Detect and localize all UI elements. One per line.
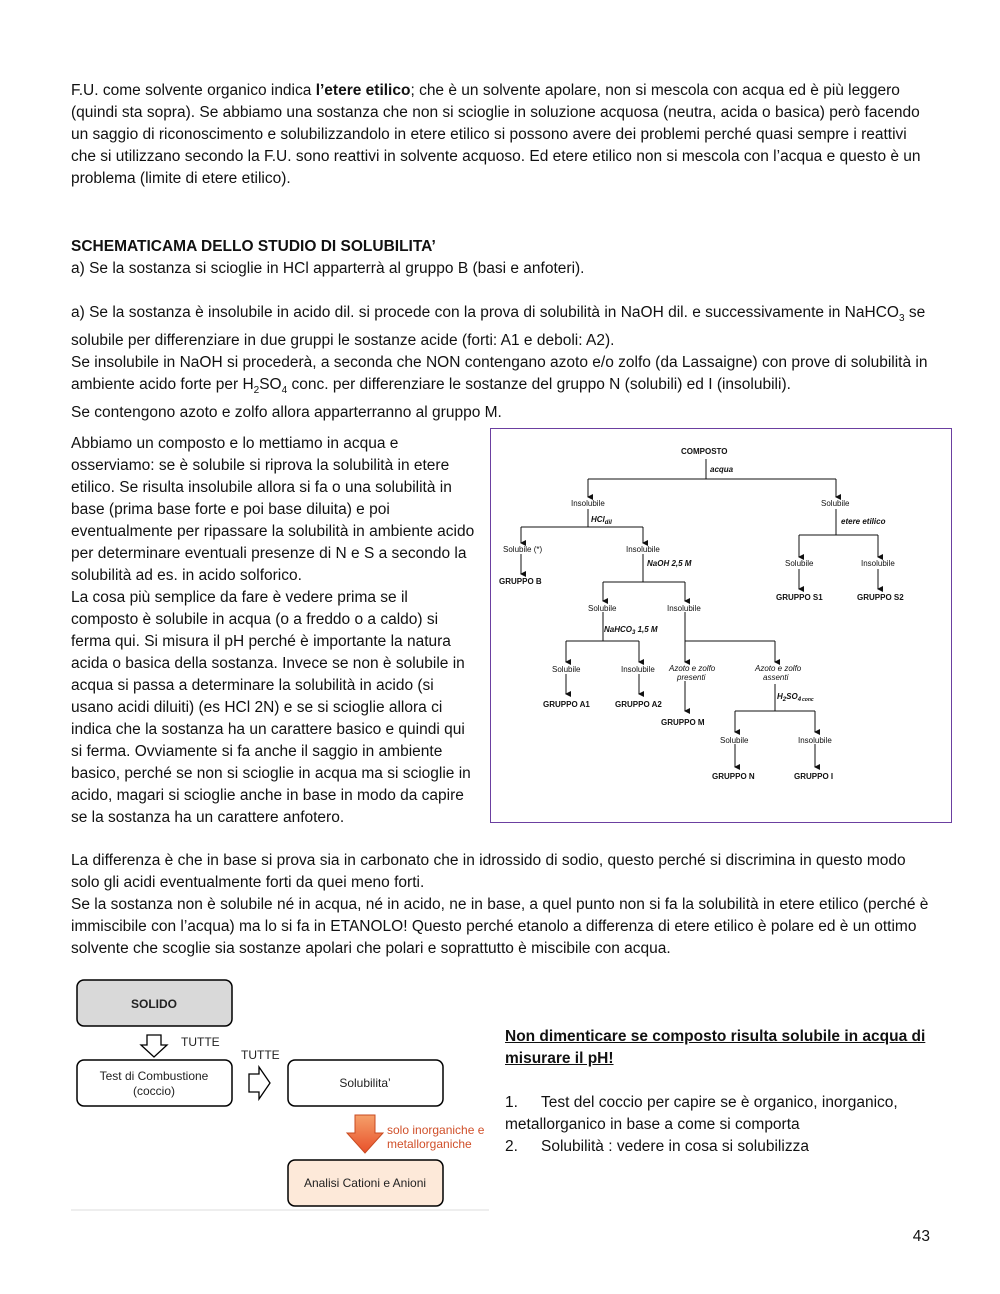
intro-paragraph <box>71 80 933 190</box>
fc-gruppo-a2: GRUPPO A2 <box>615 700 662 709</box>
fc-hcl: HCl$_{dil}$ <box>591 515 612 526</box>
fc-gruppo-m: GRUPPO M <box>661 718 705 727</box>
solo-label-2: metallorganiche <box>387 1137 472 1151</box>
fc-gruppo-i: GRUPPO I <box>794 772 834 781</box>
fc-azoto-assenti-1: Azoto e zolfo <box>755 664 802 673</box>
fc-azoto-assenti-2: assenti <box>763 673 789 682</box>
tutte-label-1: TUTTE <box>181 1035 220 1049</box>
reminder-item-1 <box>505 1092 935 1136</box>
a2-sub: 4 <box>281 385 288 397</box>
a2-sub: 2 <box>253 385 260 397</box>
solido-label: SOLIDO <box>130 997 178 1011</box>
a2-text: a) Se la sostanza è insolubile in acido dil. si procede con la prova di solubilità in NaOH dil. e successivamente in NaHCO <box>71 304 899 321</box>
test-label-2: (coccio) <box>132 1084 176 1098</box>
paragraph-a2 <box>71 302 933 424</box>
analysis-diagram-svg <box>71 975 489 1211</box>
a2-text: conc. per differenziare le sostanze del gruppo N (solubili) ed I (insolubili). <box>287 376 791 394</box>
reminder-item-1-num: 1. <box>505 1094 518 1111</box>
fc-insolubile-3: Insolubile <box>667 604 701 613</box>
fc-insolubile-5: Insolubile <box>798 736 832 745</box>
fc-h2so4: $H_2SO_4conc$ <box>777 692 814 703</box>
fc-gruppo-a1: GRUPPO A1 <box>543 700 590 709</box>
fc-nahco3: NaHCO$_3$ 1,5 M <box>604 625 658 636</box>
side-text-1: Abbiamo un composto e lo mettiamo in acqua e osserviamo: se è solubile si riprova la solubilità in etere etilico. Se risulta insolubile allora si fa o una solubilità in base (prima base forte e poi base diluita) e poi eventualmente per ripassare la solubilità in ambiente acido per determinare eventuali presenze di N e S a secondo la solubilità ad es. in acido solforico. <box>71 435 475 584</box>
down-arrow-icon <box>141 1035 167 1057</box>
fc-solubile-star: Solubile (*) <box>503 545 543 554</box>
fc-etere: etere etilico <box>841 517 886 526</box>
fc-insolubile-4: Insolubile <box>621 665 655 674</box>
orange-down-arrow-icon <box>347 1115 383 1153</box>
side-paragraph <box>71 433 476 829</box>
reminder-title: Non dimenticare se composto risulta solubile in acqua di misurare il pH! <box>505 1028 926 1067</box>
a2-text: SO <box>259 376 282 394</box>
fc-solubile-s: Solubile <box>785 559 814 568</box>
fc-insolubile-1: Insolubile <box>571 499 605 508</box>
fc-solubile-2: Solubile <box>588 604 617 613</box>
test-label-1: Test di Combustione <box>99 1069 209 1083</box>
solubilita-label: Solubilita’ <box>339 1076 391 1090</box>
analisi-label: Analisi Cationi e Anioni <box>303 1176 427 1190</box>
fc-gruppo-n: GRUPPO N <box>712 772 755 781</box>
a2-text: Se contengono azoto e zolfo allora apparterranno al gruppo M. <box>71 404 502 422</box>
fc-azoto-presenti-2: presenti <box>677 673 706 682</box>
a2-text: se solubile per differenziare in due gruppi le sostanze acide (forti: A1 e deboli: A2). <box>71 304 926 350</box>
a2-sub: 3 <box>898 313 905 325</box>
fc-gruppo-s1: GRUPPO S1 <box>776 593 823 602</box>
ethanol-text: Se la sostanza non è solubile né in acqua, né in acido, ne in base, a quel punto non si fa la solubilità in etere etilico (perché è immiscibile con l’acqua) ma lo si fa in ETANOLO! Questo perché etanolo a differenza di etere etilico è polare ed è un ottimo solvente che scoglie sia sostanze apolari che polari e soprattutto è miscibile con acqua. <box>71 896 929 957</box>
paragraph-difference <box>71 850 933 960</box>
fc-acqua: acqua <box>710 465 734 474</box>
fc-gruppo-s2: GRUPPO S2 <box>857 593 904 602</box>
fc-solubile-1: Solubile <box>821 499 850 508</box>
fc-naoh: NaOH 2,5 M <box>647 559 692 568</box>
fc-insolubile-2: Insolubile <box>626 545 660 554</box>
intro-text-rest: ; che è un solvente apolare, non si mescola con acqua ed è più leggero (quindi sta sopra). Se abbiamo una sostanza che non si scioglie in soluzione acquosa (neutra, acida o basica) però facendo un saggio di riconoscimento e solubilizzandolo in etere etilico si possono avere dei problemi perché quasi sempre i reattivi che si utilizzano secondo la F.U. sono reattivi in solvente acquoso. Ed etere etilico non si mescola con l’acqua e questo è un problema (limite di etere etilico). <box>71 82 921 187</box>
page-number: 43 <box>912 1228 930 1245</box>
intro-text: F.U. come solvente organico indica <box>71 82 316 99</box>
right-arrow-icon <box>249 1067 270 1099</box>
tutte-label-2: TUTTE <box>241 1048 280 1062</box>
fc-solubile-4: Solubile <box>720 736 749 745</box>
a2-text: Se insolubile in NaOH si procederà, a seconda che NON contengano azoto e/o zolfo (da Lassaigne) con prove di solubilità in ambiente acido forte per H <box>71 354 928 394</box>
intro-bold: l’etere etilico <box>315 82 411 99</box>
fc-gruppo-b: GRUPPO B <box>499 577 542 586</box>
side-text-2: La cosa più semplice da fare è vedere prima se il composto è solubile in acqua (o a freddo o a caldo) si ferma qui. Si misura il pH perché è importante la natura acida o basica della sostanza. Invece se non è solubile in acqua si passa a determinare la solubilità in acido (si usano acidi diluiti) (es HCl 2N) e se si scioglie allora ci indica che la sostanza ha un carattere basico e quindi qui si ferma. Ovviamente si fa anche il saggio in ambiente basico, perché se non si scioglie in acqua ma si scioglie in acido, magari si scioglie anche in base in modo da capire se la sostanza ha un carattere anfotero. <box>71 589 471 826</box>
reminder-item-1-text: Test del coccio per capire se è organico, inorganico, metallorganico in base a come si comporta <box>505 1094 898 1133</box>
fc-solubile-3: Solubile <box>552 665 581 674</box>
line-a1: a) Se la sostanza si scioglie in HCl apparterrà al gruppo B (basi e anfoteri). <box>71 260 585 277</box>
fc-insolubile-s: Insolubile <box>861 559 895 568</box>
flowchart-svg <box>491 429 951 822</box>
difference-text: La differenza è che in base si prova sia in carbonato che in idrossido di sodio, questo perché si discrimina in questo modo solo gli acidi eventualmente forti da quei meno forti. <box>71 852 906 891</box>
reminder-item-2-num: 2. <box>505 1138 518 1155</box>
reminder-list <box>505 1092 935 1158</box>
test-combustione-box <box>77 1060 232 1106</box>
reminder-item-2-text: Solubilità : vedere in cosa si solubilizza <box>541 1138 809 1155</box>
solo-label-1: solo inorganiche e <box>387 1123 485 1137</box>
fc-azoto-presenti-1: Azoto e zolfo <box>669 664 716 673</box>
solubility-flowchart <box>490 428 952 823</box>
section-heading: SCHEMATICAMA DELLO STUDIO DI SOLUBILITA’ <box>71 238 436 255</box>
analysis-diagram <box>71 975 489 1211</box>
reminder-item-2 <box>505 1136 935 1158</box>
fc-composto: COMPOSTO <box>681 447 728 456</box>
